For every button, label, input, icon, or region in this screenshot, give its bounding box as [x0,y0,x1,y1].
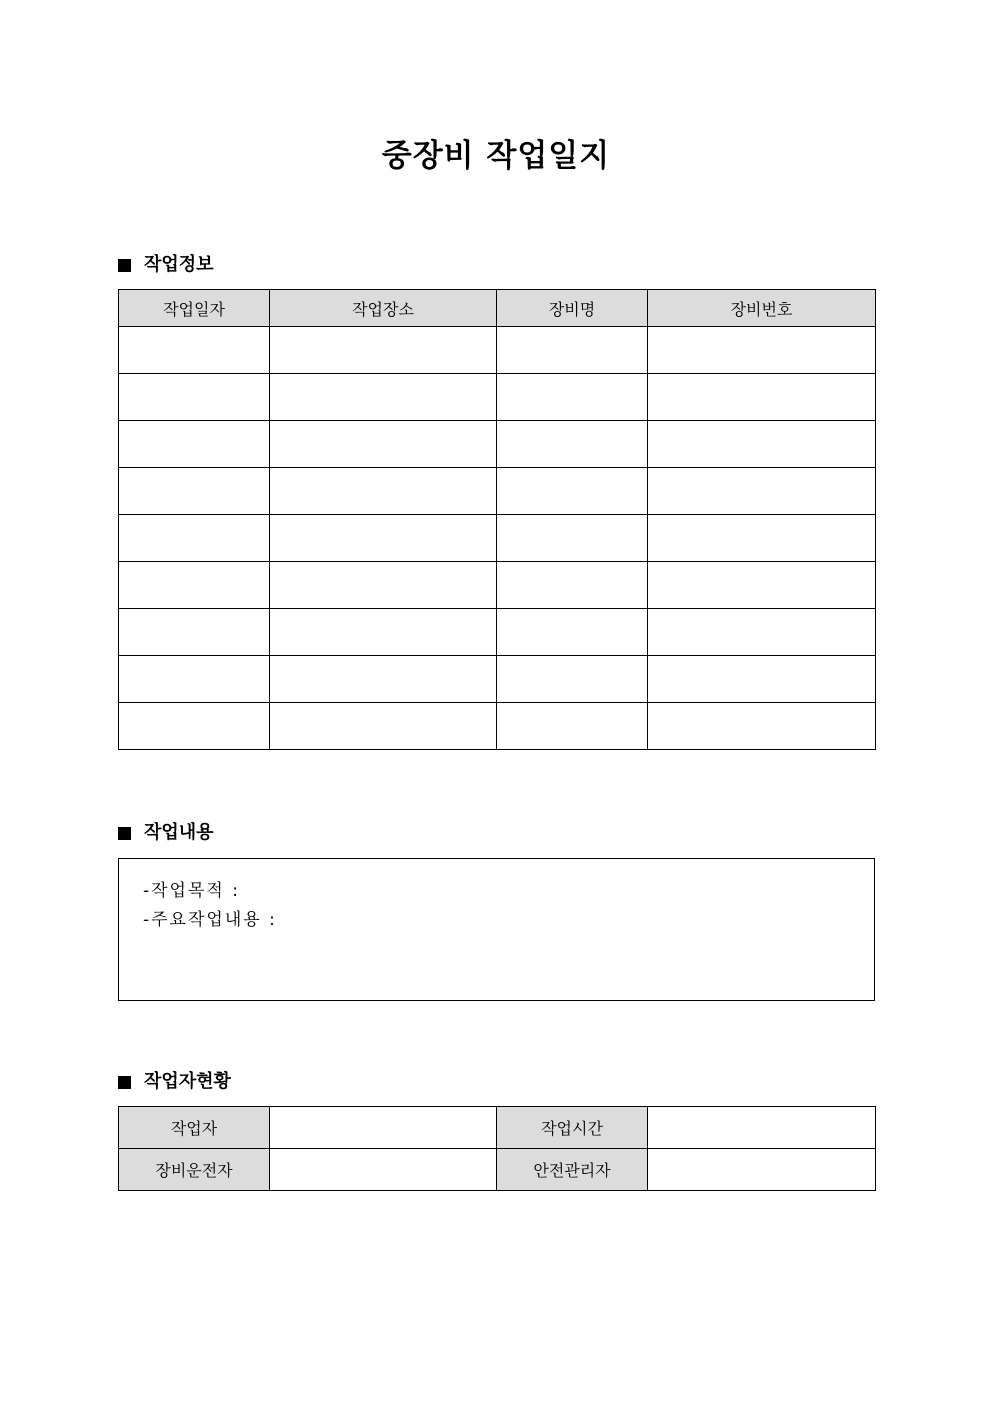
table-row [119,703,876,750]
table-row [119,656,876,703]
section-heading-worker-status [118,1069,231,1095]
table-cell[interactable] [119,562,270,609]
table-cell[interactable] [119,468,270,515]
safety-manager-value-cell[interactable] [648,1149,876,1191]
section-heading-work-info [118,252,214,278]
black-square-icon [118,259,131,272]
column-header-work-date: 작업일자 [119,290,270,327]
table-cell[interactable] [270,515,497,562]
table-cell[interactable] [270,703,497,750]
table-cell[interactable] [270,562,497,609]
label-safety-manager: 안전관리자 [497,1149,648,1191]
table-cell[interactable] [119,327,270,374]
table-cell[interactable] [497,421,648,468]
table-header-row [119,290,876,327]
label-equipment-operator: 장비운전자 [119,1149,270,1191]
equipment-operator-value-cell[interactable] [270,1149,497,1191]
work-purpose-line: -작업목적 : [143,881,240,901]
table-cell[interactable] [497,515,648,562]
table-cell[interactable] [648,656,876,703]
label-worker: 작업자 [119,1107,270,1149]
table-cell[interactable] [119,609,270,656]
section-heading-label: 작업자현황 [144,1071,231,1092]
black-square-icon [118,1076,131,1089]
label-work-time: 작업시간 [497,1107,648,1149]
section-heading-label: 작업정보 [144,254,214,275]
table-cell[interactable] [648,327,876,374]
table-cell[interactable] [497,609,648,656]
column-header-work-location: 작업장소 [270,290,497,327]
table-row [119,515,876,562]
table-row [119,562,876,609]
table-cell[interactable] [119,656,270,703]
table-cell[interactable] [648,703,876,750]
table-cell[interactable] [648,468,876,515]
section-heading-label: 작업내용 [144,822,214,843]
table-cell[interactable] [119,703,270,750]
table-row [119,327,876,374]
work-time-value-cell[interactable] [648,1107,876,1149]
table-cell[interactable] [270,374,497,421]
table-row [119,1107,876,1149]
table-cell[interactable] [497,562,648,609]
table-cell[interactable] [497,656,648,703]
table-cell[interactable] [648,374,876,421]
table-cell[interactable] [497,374,648,421]
table-row [119,468,876,515]
main-work-content-line: -주요작업내용 : [143,910,277,930]
work-content-box[interactable] [118,858,875,1001]
table-row [119,609,876,656]
table-cell[interactable] [497,468,648,515]
table-row [119,374,876,421]
table-cell[interactable] [497,327,648,374]
table-cell[interactable] [270,421,497,468]
page-title: 중장비 작업일지 [381,138,611,174]
table-cell[interactable] [270,656,497,703]
table-cell[interactable] [648,609,876,656]
column-header-equipment-number: 장비번호 [648,290,876,327]
table-cell[interactable] [648,421,876,468]
worker-value-cell[interactable] [270,1107,497,1149]
table-row [119,421,876,468]
table-cell[interactable] [270,609,497,656]
table-cell[interactable] [497,703,648,750]
worker-status-table [118,1106,876,1191]
work-info-table [118,289,876,750]
table-row [119,1149,876,1191]
table-cell[interactable] [119,374,270,421]
table-cell[interactable] [270,327,497,374]
table-cell[interactable] [119,515,270,562]
table-cell[interactable] [119,421,270,468]
table-cell[interactable] [270,468,497,515]
table-cell[interactable] [648,562,876,609]
table-cell[interactable] [648,515,876,562]
black-square-icon [118,827,131,840]
column-header-equipment-name: 장비명 [497,290,648,327]
section-heading-work-content [118,820,214,846]
